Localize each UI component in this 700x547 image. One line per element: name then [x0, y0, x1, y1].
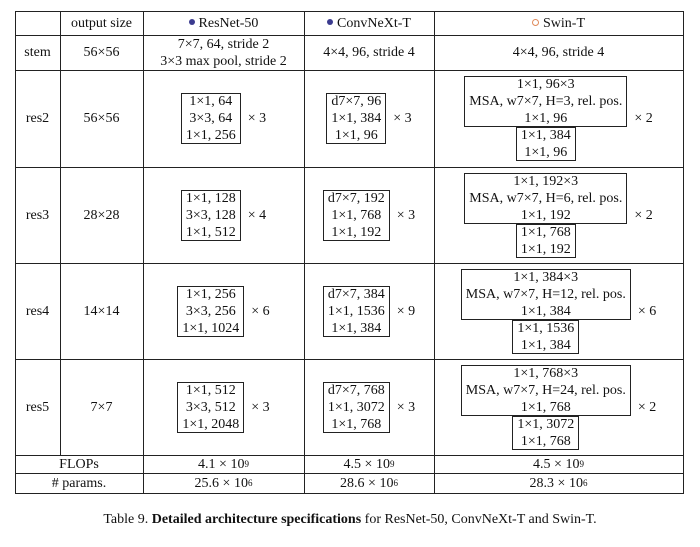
- convnext-bracket: [323, 286, 390, 337]
- header-resnet-label: ResNet-50: [198, 15, 259, 31]
- resnet-bracket-line: 3×3, 64: [189, 110, 233, 126]
- swin-ring-icon: [532, 19, 539, 26]
- convnext-multiplier: × 3: [396, 399, 416, 415]
- resnet-bracket-line: 1×1, 256: [185, 286, 236, 302]
- resnet-bracket-line: 1×1, 1024: [182, 320, 240, 336]
- swin-multiplier: × 6: [637, 303, 657, 319]
- convnext-bracket: [326, 93, 386, 144]
- swin-attn-bracket-line: 1×1, 96: [524, 110, 568, 126]
- swin-mlp-bracket-line: 1×1, 1536: [517, 320, 575, 336]
- stage-resnet: [143, 263, 304, 359]
- swin-attn-bracket-line: 1×1, 192×3: [513, 173, 579, 189]
- params-label: # params.: [51, 475, 107, 491]
- swin-mlp-bracket: [512, 320, 579, 354]
- resnet-bracket-line: 1×1, 128: [185, 190, 236, 206]
- resnet-bracket: [181, 93, 241, 144]
- swin-attn-bracket-line: 1×1, 384×3: [513, 269, 579, 285]
- stem-resnet-line: 3×3 max pool, stride 2: [160, 53, 287, 69]
- stage-label: res5: [25, 399, 50, 415]
- convnext-bracket-line: 1×1, 768: [331, 207, 382, 223]
- swin-brackets: [464, 76, 627, 161]
- resnet-bracket-line: 1×1, 64: [189, 93, 233, 109]
- resnet-bracket-line: 3×3, 128: [185, 207, 236, 223]
- caption-bold: Detailed architecture specifications: [151, 512, 362, 527]
- swin-block: [464, 76, 652, 161]
- table-rule: [15, 493, 683, 494]
- stage-resnet: [143, 70, 304, 166]
- resnet-multiplier: × 3: [247, 110, 267, 126]
- resnet-bracket-line: 1×1, 2048: [182, 416, 240, 432]
- swin-mlp-bracket-line: 1×1, 384: [520, 337, 571, 353]
- swin-mlp-bracket: [516, 224, 576, 258]
- swin-mlp-bracket-line: 1×1, 768: [520, 433, 571, 449]
- swin-attn-bracket-line: MSA, w7×7, H=24, rel. pos.: [465, 382, 626, 398]
- resnet-bracket: [181, 190, 241, 241]
- convnext-bracket-line: 1×1, 384: [331, 320, 382, 336]
- header-convnext: [304, 11, 434, 35]
- caption-prefix: Table 9.: [103, 512, 152, 527]
- convnext-block: [323, 286, 415, 337]
- stem-convnext: 4×4, 96, stride 4: [323, 45, 415, 60]
- header-swin: [434, 11, 683, 35]
- resnet-bracket-line: 1×1, 512: [185, 224, 236, 240]
- stage-convnext: [304, 359, 434, 455]
- resnet-block: [177, 286, 269, 337]
- resnet-bracket-line: 3×3, 512: [185, 399, 236, 415]
- caption-rest: for ResNet-50, ConvNeXt-T and Swin-T.: [361, 512, 597, 527]
- params-resnet-base: 25.6 × 10: [194, 475, 248, 491]
- stage-label: res2: [25, 110, 50, 126]
- swin-attn-bracket-line: 1×1, 192: [520, 207, 571, 223]
- stage-convnext: [304, 70, 434, 166]
- stem-resnet: [143, 35, 304, 70]
- convnext-block: [326, 93, 411, 144]
- swin-attn-bracket-line: 1×1, 96×3: [516, 76, 575, 92]
- swin-block: [461, 365, 656, 450]
- convnext-bracket-line: d7×7, 192: [327, 190, 385, 206]
- stage-output-size: 56×56: [83, 110, 120, 126]
- convnext-bracket-line: d7×7, 768: [327, 382, 385, 398]
- swin-block: [461, 269, 656, 354]
- swin-multiplier: × 2: [637, 399, 657, 415]
- swin-attn-bracket-line: MSA, w7×7, H=12, rel. pos.: [465, 286, 626, 302]
- stem-resnet-line: 7×7, 64, stride 2: [177, 36, 270, 52]
- stage-convnext: [304, 167, 434, 263]
- stage-swin: [434, 167, 683, 263]
- resnet-bracket-line: 1×1, 256: [185, 127, 236, 143]
- swin-attn-bracket-line: 1×1, 384: [520, 303, 571, 319]
- header-resnet: [143, 11, 304, 35]
- convnext-bracket-line: d7×7, 384: [327, 286, 385, 302]
- params-swin-base: 28.3 × 10: [529, 475, 583, 491]
- resnet-bracket: [177, 382, 244, 433]
- resnet-block: [181, 190, 266, 241]
- table-rule: [683, 11, 684, 494]
- swin-brackets: [461, 365, 631, 450]
- flops-resnet-base: 4.1 × 10: [198, 456, 245, 472]
- resnet-bracket-line: 3×3, 256: [185, 303, 236, 319]
- table-caption: [0, 512, 700, 528]
- stage-output-size: 7×7: [90, 399, 113, 415]
- resnet-bracket: [177, 286, 244, 337]
- header-output-size: output size: [70, 15, 133, 31]
- stage-resnet: [143, 167, 304, 263]
- swin-attn-bracket-line: 1×1, 768×3: [513, 365, 579, 381]
- convnext-bracket-line: 1×1, 192: [331, 224, 382, 240]
- swin-attn-bracket: [461, 269, 631, 320]
- swin-block: [464, 173, 652, 258]
- resnet-multiplier: × 3: [251, 399, 270, 415]
- swin-mlp-bracket-line: 1×1, 768: [520, 224, 571, 240]
- flops-convnext-base: 4.5 × 10: [343, 456, 390, 472]
- convnext-multiplier: × 9: [396, 303, 416, 319]
- header-convnext-label: ConvNeXt-T: [337, 15, 411, 31]
- swin-mlp-bracket-line: 1×1, 192: [520, 241, 571, 257]
- stage-swin: [434, 263, 683, 359]
- stem-size: 56×56: [83, 45, 120, 60]
- resnet-multiplier: × 6: [251, 303, 270, 319]
- resnet-block: [181, 93, 266, 144]
- swin-mlp-bracket-line: 1×1, 96: [524, 144, 568, 160]
- flops-resnet: 4.1 × 10 9: [198, 456, 249, 472]
- swin-mlp-bracket-line: 1×1, 384: [520, 127, 571, 143]
- swin-brackets: [464, 173, 627, 258]
- convnext-dot-icon: [327, 19, 333, 25]
- convnext-multiplier: × 3: [393, 110, 412, 126]
- stem-label: stem: [24, 45, 51, 60]
- convnext-bracket-line: 1×1, 3072: [327, 399, 385, 415]
- stage-output-size: 28×28: [83, 207, 120, 223]
- flops-swin: 4.5 × 10 9: [533, 456, 584, 472]
- resnet-multiplier: × 4: [247, 207, 267, 223]
- stem-swin: 4×4, 96, stride 4: [512, 45, 605, 60]
- convnext-bracket-line: 1×1, 1536: [327, 303, 385, 319]
- architecture-table: [15, 11, 683, 494]
- stage-swin: [434, 359, 683, 455]
- convnext-bracket-line: 1×1, 384: [331, 110, 382, 126]
- params-resnet: 25.6 × 10 6: [194, 475, 253, 491]
- stage-label: res3: [25, 207, 50, 223]
- resnet-block: [177, 382, 269, 433]
- convnext-bracket-line: d7×7, 96: [331, 93, 382, 109]
- convnext-block: [323, 382, 415, 433]
- flops-swin-base: 4.5 × 10: [533, 456, 580, 472]
- params-convnext: 28.6 × 10 6: [340, 475, 398, 491]
- stage-resnet: [143, 359, 304, 455]
- swin-mlp-bracket-line: 1×1, 3072: [517, 416, 575, 432]
- stage-output-size: 14×14: [83, 303, 120, 319]
- swin-attn-bracket-line: MSA, w7×7, H=3, rel. pos.: [469, 93, 623, 109]
- convnext-bracket-line: 1×1, 768: [331, 416, 382, 432]
- convnext-bracket: [323, 382, 390, 433]
- resnet-bracket-line: 1×1, 512: [185, 382, 236, 398]
- swin-attn-bracket: [464, 76, 627, 127]
- flops-label: FLOPs: [59, 456, 99, 472]
- convnext-multiplier: × 3: [396, 207, 416, 223]
- swin-mlp-bracket: [512, 416, 579, 450]
- swin-attn-bracket: [464, 173, 627, 224]
- flops-convnext: 4.5 × 10 9: [343, 456, 395, 472]
- swin-attn-bracket-line: MSA, w7×7, H=6, rel. pos.: [469, 190, 623, 206]
- stage-convnext: [304, 263, 434, 359]
- resnet-dot-icon: [189, 19, 195, 25]
- swin-brackets: [461, 269, 631, 354]
- convnext-bracket-line: 1×1, 96: [334, 127, 378, 143]
- convnext-block: [323, 190, 415, 241]
- swin-multiplier: × 2: [634, 110, 653, 126]
- swin-multiplier: × 2: [634, 207, 653, 223]
- params-swin: 28.3 × 10 6: [529, 475, 588, 491]
- swin-attn-bracket: [461, 365, 631, 416]
- swin-mlp-bracket: [516, 127, 576, 161]
- stage-swin: [434, 70, 683, 166]
- stage-label: res4: [25, 303, 50, 319]
- header-swin-label: Swin-T: [543, 15, 585, 31]
- convnext-bracket: [323, 190, 390, 241]
- params-convnext-base: 28.6 × 10: [340, 475, 394, 491]
- swin-attn-bracket-line: 1×1, 768: [520, 399, 571, 415]
